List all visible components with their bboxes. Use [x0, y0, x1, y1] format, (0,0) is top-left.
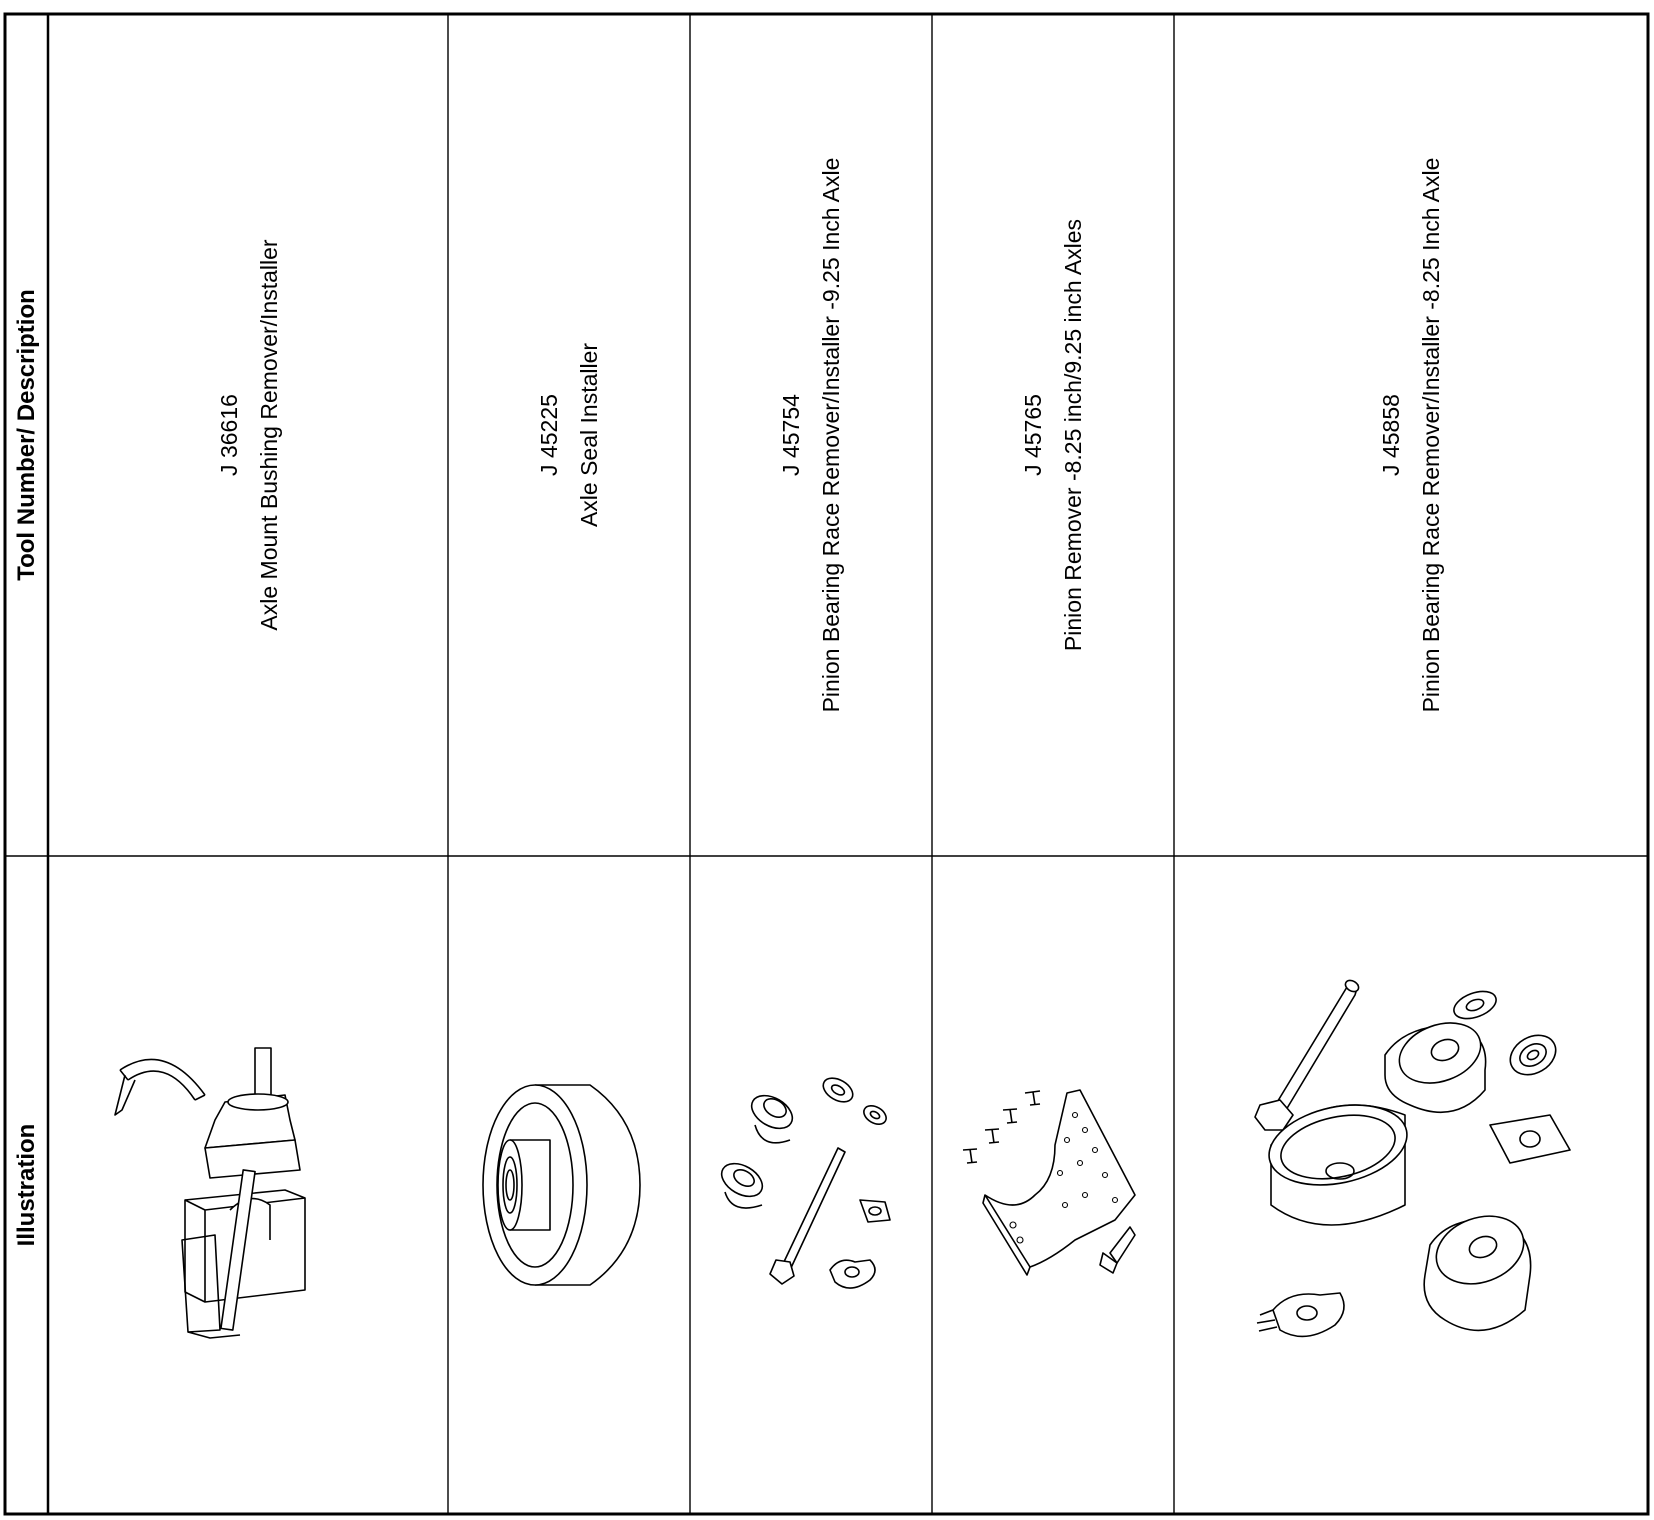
tool-description-cell: [1013, 219, 1094, 651]
race-remover-kit-large-icon: [1235, 975, 1635, 1415]
header-tool-number-description: Tool Number/ Description: [13, 289, 40, 581]
tool-description: Pinion Bearing Race Remover/Installer -8.25 Inch Axle: [1418, 157, 1444, 713]
tool-number: J 45858: [1377, 394, 1404, 476]
tool-description-cell: [209, 239, 290, 630]
tool-number: J 45225: [535, 394, 562, 476]
tool-description: Axle Seal Installer: [576, 342, 602, 528]
pinion-remover-plate-icon: [955, 1085, 1165, 1315]
tool-description: Pinion Bearing Race Remover/Installer -9.25 Inch Axle: [818, 157, 844, 713]
tool-number: J 45754: [777, 394, 804, 476]
tool-description: Axle Mount Bushing Remover/Installer: [256, 239, 282, 631]
tool-description-cell: [1371, 158, 1452, 713]
header-illustration: Illustration: [13, 1123, 40, 1247]
tool-description-cell: [529, 343, 610, 527]
tool-number: J 45765: [1019, 394, 1046, 476]
seal-installer-icon: [480, 1080, 650, 1290]
tool-description-cell: [771, 158, 852, 713]
tool-number: J 36616: [215, 394, 242, 476]
axle-bushing-tool-icon: [110, 1040, 330, 1340]
tool-description: Pinion Remover -8.25 inch/9.25 inch Axles: [1060, 218, 1086, 652]
race-remover-kit-icon: [720, 1070, 900, 1310]
